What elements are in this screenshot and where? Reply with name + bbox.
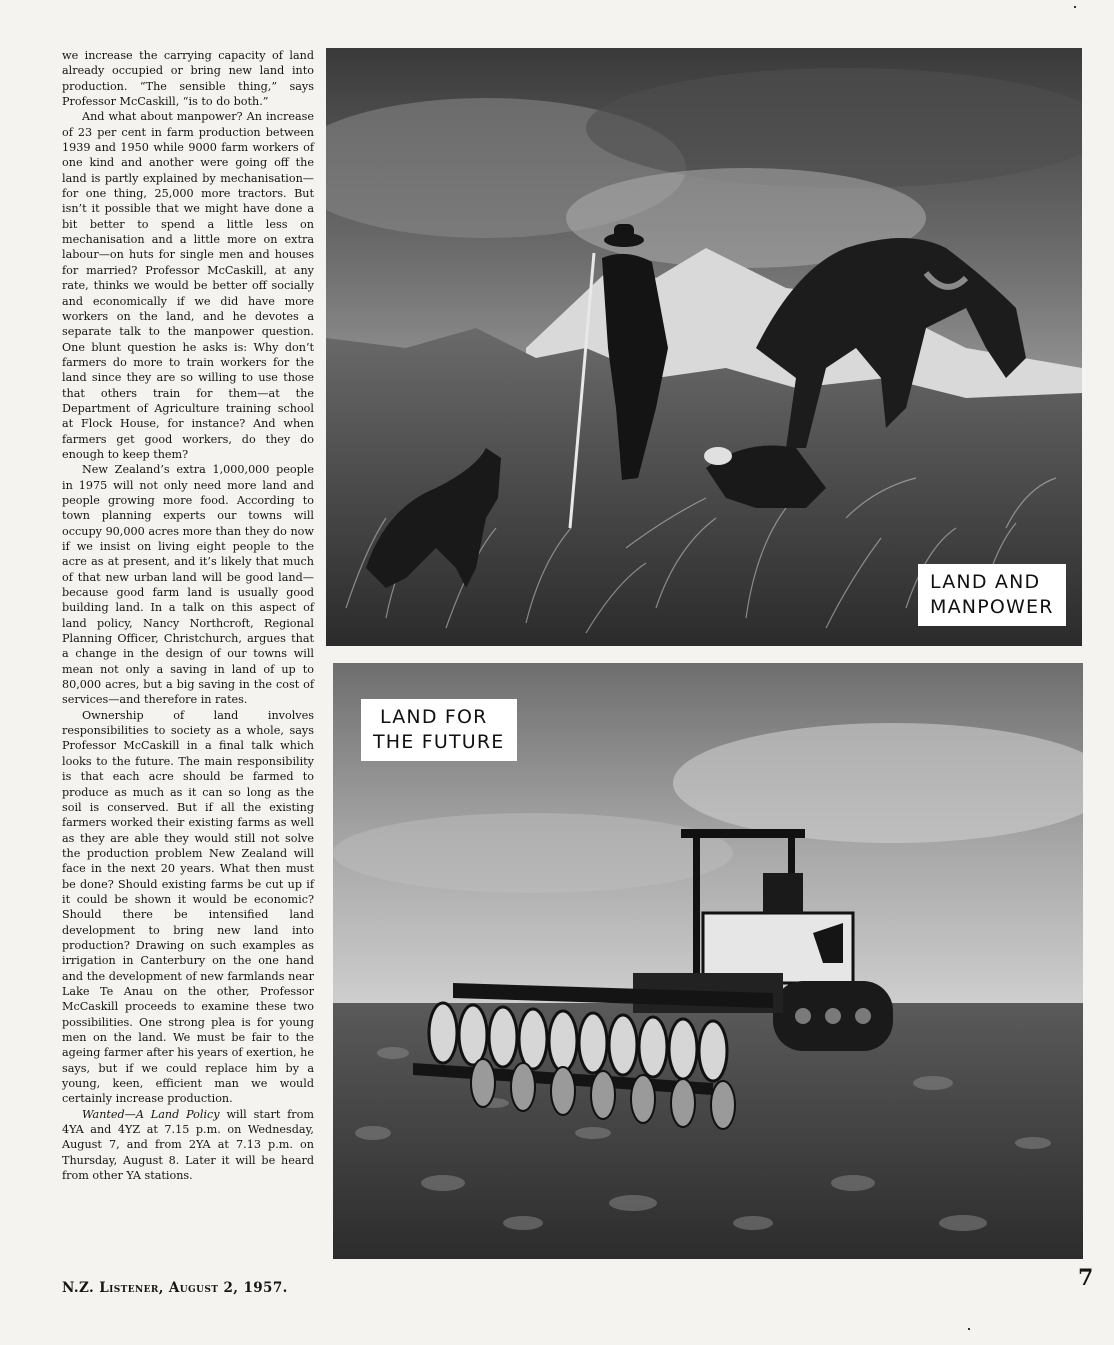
photo-land-and-manpower-image [326,48,1082,646]
page-footer [62,1280,288,1296]
article-paragraph: we increase the carrying capacity of land already occupied or bring new land into production. “The sensible thing,” says Professor McCaskill, “is to do both.” [62,49,314,109]
print-speck [1074,6,1076,8]
page-number: 7 [1078,1265,1094,1291]
caption-line: LAND AND [930,571,1041,593]
photo-land-and-manpower [326,48,1082,646]
caption-land-and-manpower [918,564,1066,626]
photo-land-for-the-future [333,663,1083,1259]
print-speck [968,1328,970,1330]
issue-date: August 2, 1957. [163,1280,288,1296]
article-paragraph: New Zealand’s extra 1,000,000 people in 1975 will not only need more land and people growing more food. According to town planning experts our towns will occupy 90,000 acres more than they do now if we insist on living eight people to the acre as at present, and it’s likely that much of that new urban land will be good land—because good farm land is usually good building land. In a talk on this aspect of land policy, Nancy Northcroft, Regional Planning Officer, Christchurch, argues that a change in the design of our towns will mean not only a saving in land of up to 80,000 acres, but a big saving in the cost of services—and therefore in rates. [62,463,314,707]
article-column [62,48,314,1183]
article-paragraph: Ownership of land involves responsibilities to society as a whole, says Professor McCaskill in a final talk which looks to the future. The main responsibility is that each acre should be farmed to produce as much as it can so long as the soil is conserved. But if all the existing farmers worked their existing farms as well as they are able they would still not solve the production problem New Zealand will face in the next 20 years. What then must be done? Should existing farms be cut up if it could be shown it would be economic? Should there be intensified land development to bring new land into production? Drawing on such examples as irrigation in Canterbury on the one hand and the development of new farmlands near Lake Te Anau on the other, Professor McCaskill proceeds to examine these two possibilities. One strong plea is for young men on the land. We must be fair to the ageing farmer after his years of exertion, he says, but if we could replace him by a young, keen, efficient man we would certainly increase production. [62,708,314,1106]
caption-land-for-the-future [361,699,517,761]
article-paragraph: And what about manpower? An increase of 23 per cent in farm production between 1939 and 1950 while 9000 farm workers of one kind and another were going off the land is partly explained by mechanisation—for one thing, 25,000 more tractors. But isn’t it possible that we might have done a bit better to spend a little less on mechanisation and a little more on extra labour—on huts for single men and houses for married? Professor McCaskill, at any rate, thinks we would be better off socially and economically if we did have more workers on the land, and he devotes a separate talk to the manpower question. One blunt question he asks is: Why don’t farmers do more to train workers for the land since they are so willing to use those that others train for them—at the Department of Agriculture training school at Flock House, for instance? And when farmers get good workers, do they do enough to keep them? [62,110,314,461]
publication-name: N.Z. Listener, [62,1280,164,1296]
caption-line: LAND FOR [380,706,488,728]
programme-schedule: will start from 4YA and 4YZ at 7.15 p.m. on Wednesday, August 7, and from 2YA at 7.13 p.m. on Thursday, August 8. Later it will be heard from other YA stations. [62,1107,315,1183]
programme-title: Wanted—A Land Policy [82,1107,220,1121]
caption-line: THE FUTURE [373,731,505,753]
caption-line: MANPOWER [930,596,1054,618]
article-closing-paragraph [62,1107,314,1184]
